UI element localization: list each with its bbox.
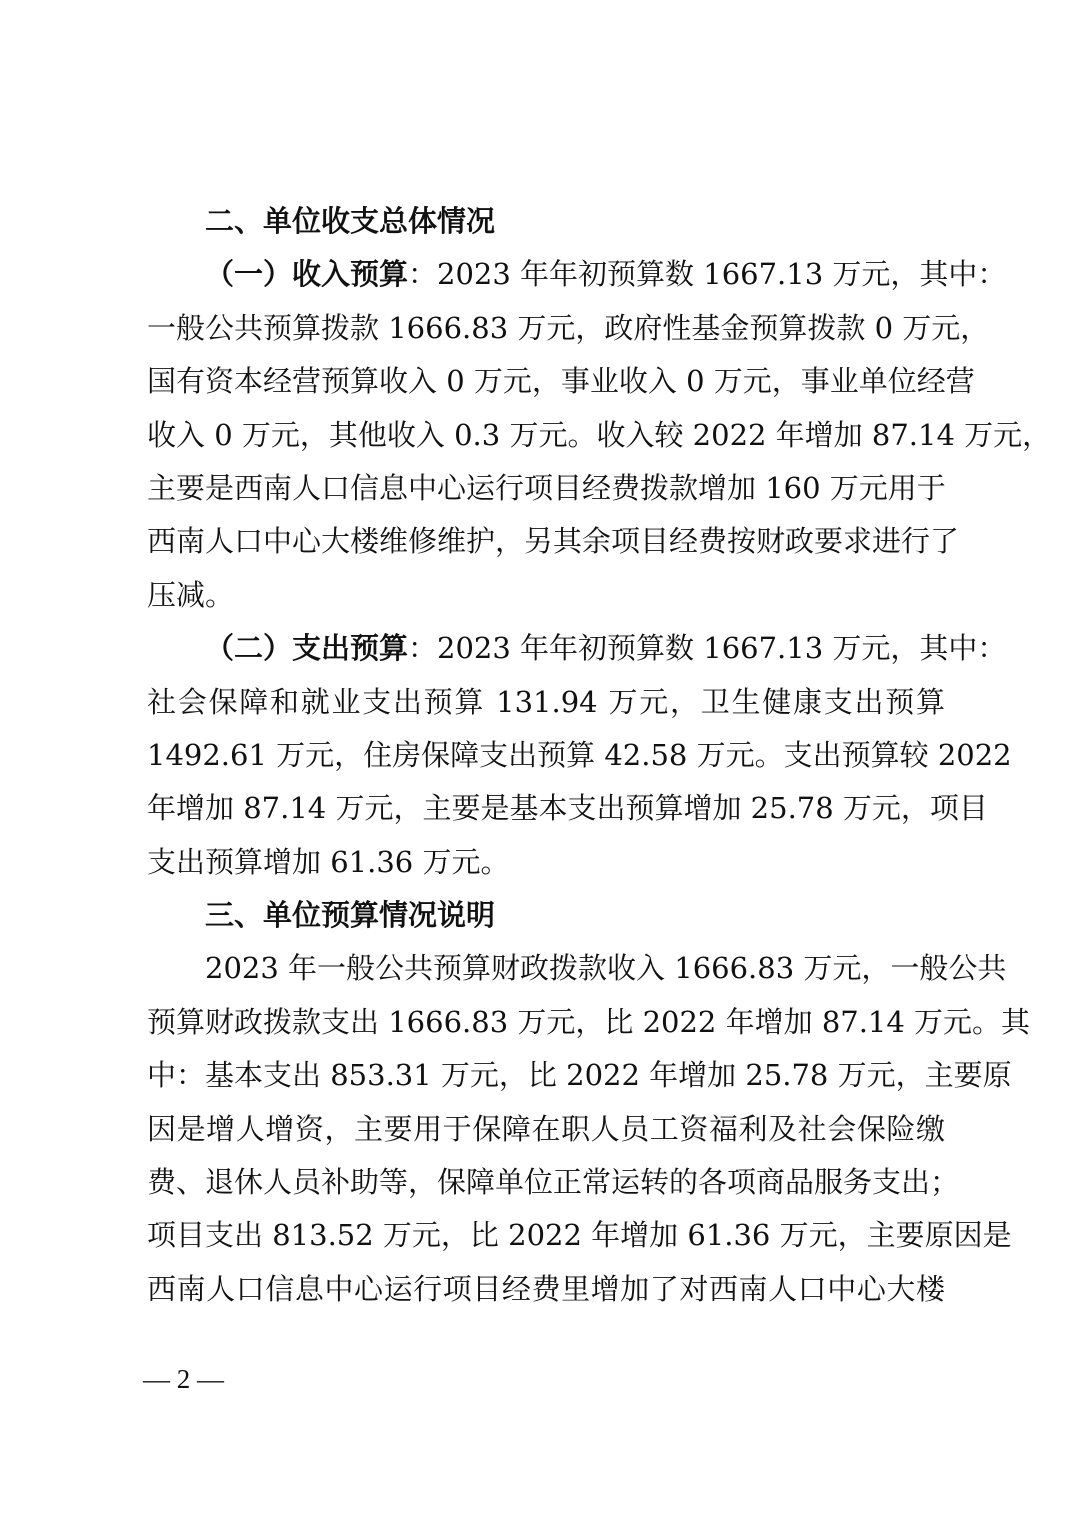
- expense-budget-paragraph-line: 1492.61 万元，住房保障支出预算 42.58 万元。支出预算较 2022: [147, 737, 1012, 772]
- budget-explanation-paragraph-line: 项目支出 813.52 万元，比 2022 年增加 61.36 万元，主要原因是: [147, 1218, 1012, 1253]
- section-heading-unit-overview: 二、单位收支总体情况: [205, 204, 496, 238]
- document-body: [147, 195, 1052, 1316]
- budget-explanation-paragraph-line: 费、退休人员补助等，保障单位正常运转的各项商品服务支出；: [147, 1165, 960, 1200]
- income-budget-paragraph-line: 一般公共预算拨款 1666.83 万元，政府性基金预算拨款 0 万元，: [147, 310, 990, 345]
- income-budget-paragraph-line: 压减。: [147, 577, 235, 612]
- income-budget-paragraph-line: 主要是西南人口信息中心运行项目经费拨款增加 160 万元用于: [147, 470, 946, 505]
- income-budget-paragraph-line: [147, 248, 1007, 301]
- income-budget-label: （一）收入预算: [205, 257, 409, 292]
- expense-budget-paragraph-line: 支出预算增加 61.36 万元。: [147, 844, 510, 879]
- section-heading-budget-explanation: 三、单位预算情况说明: [205, 898, 496, 933]
- budget-explanation-paragraph-line: 预算财政拨款支出 1666.83 万元，比 2022 年增加 87.14 万元。其: [147, 1004, 1031, 1039]
- budget-explanation-paragraph-line: 西南人口信息中心运行项目经费里增加了对西南人口中心大楼: [147, 1271, 945, 1306]
- income-budget-paragraph-line: 西南人口中心大楼维修维护，另其余项目经费按财政要求进行了: [147, 524, 960, 559]
- page-number: — 2 —: [143, 1364, 224, 1394]
- expense-budget-paragraph-line: [147, 622, 1007, 675]
- expense-budget-text: ：2023 年年初预算数 1667.13 万元，其中：: [408, 631, 1007, 666]
- income-budget-paragraph-line: 收入 0 万元，其他收入 0.3 万元。收入较 2022 年增加 87.14 万元，: [147, 417, 1052, 452]
- budget-explanation-paragraph-line: 因是增人增资，主要用于保障在职人员工资福利及社会保险缴: [147, 1111, 945, 1146]
- expense-budget-paragraph-line: 社会保障和就业支出预算 131.94 万元，卫生健康支出预算: [147, 684, 945, 719]
- income-budget-text: ：2023 年年初预算数 1667.13 万元，其中：: [408, 257, 1007, 292]
- expense-budget-label: （二）支出预算: [205, 631, 409, 666]
- income-budget-paragraph-line: 国有资本经营预算收入 0 万元，事业收入 0 万元，事业单位经营: [147, 364, 975, 399]
- budget-explanation-paragraph-line: 中：基本支出 853.31 万元，比 2022 年增加 25.78 万元，主要原: [147, 1058, 1012, 1093]
- expense-budget-paragraph-line: 年增加 87.14 万元，主要是基本支出预算增加 25.78 万元，项目: [147, 791, 988, 826]
- budget-explanation-paragraph-line: 2023 年一般公共预算财政拨款收入 1666.83 万元，一般公共: [205, 951, 1007, 986]
